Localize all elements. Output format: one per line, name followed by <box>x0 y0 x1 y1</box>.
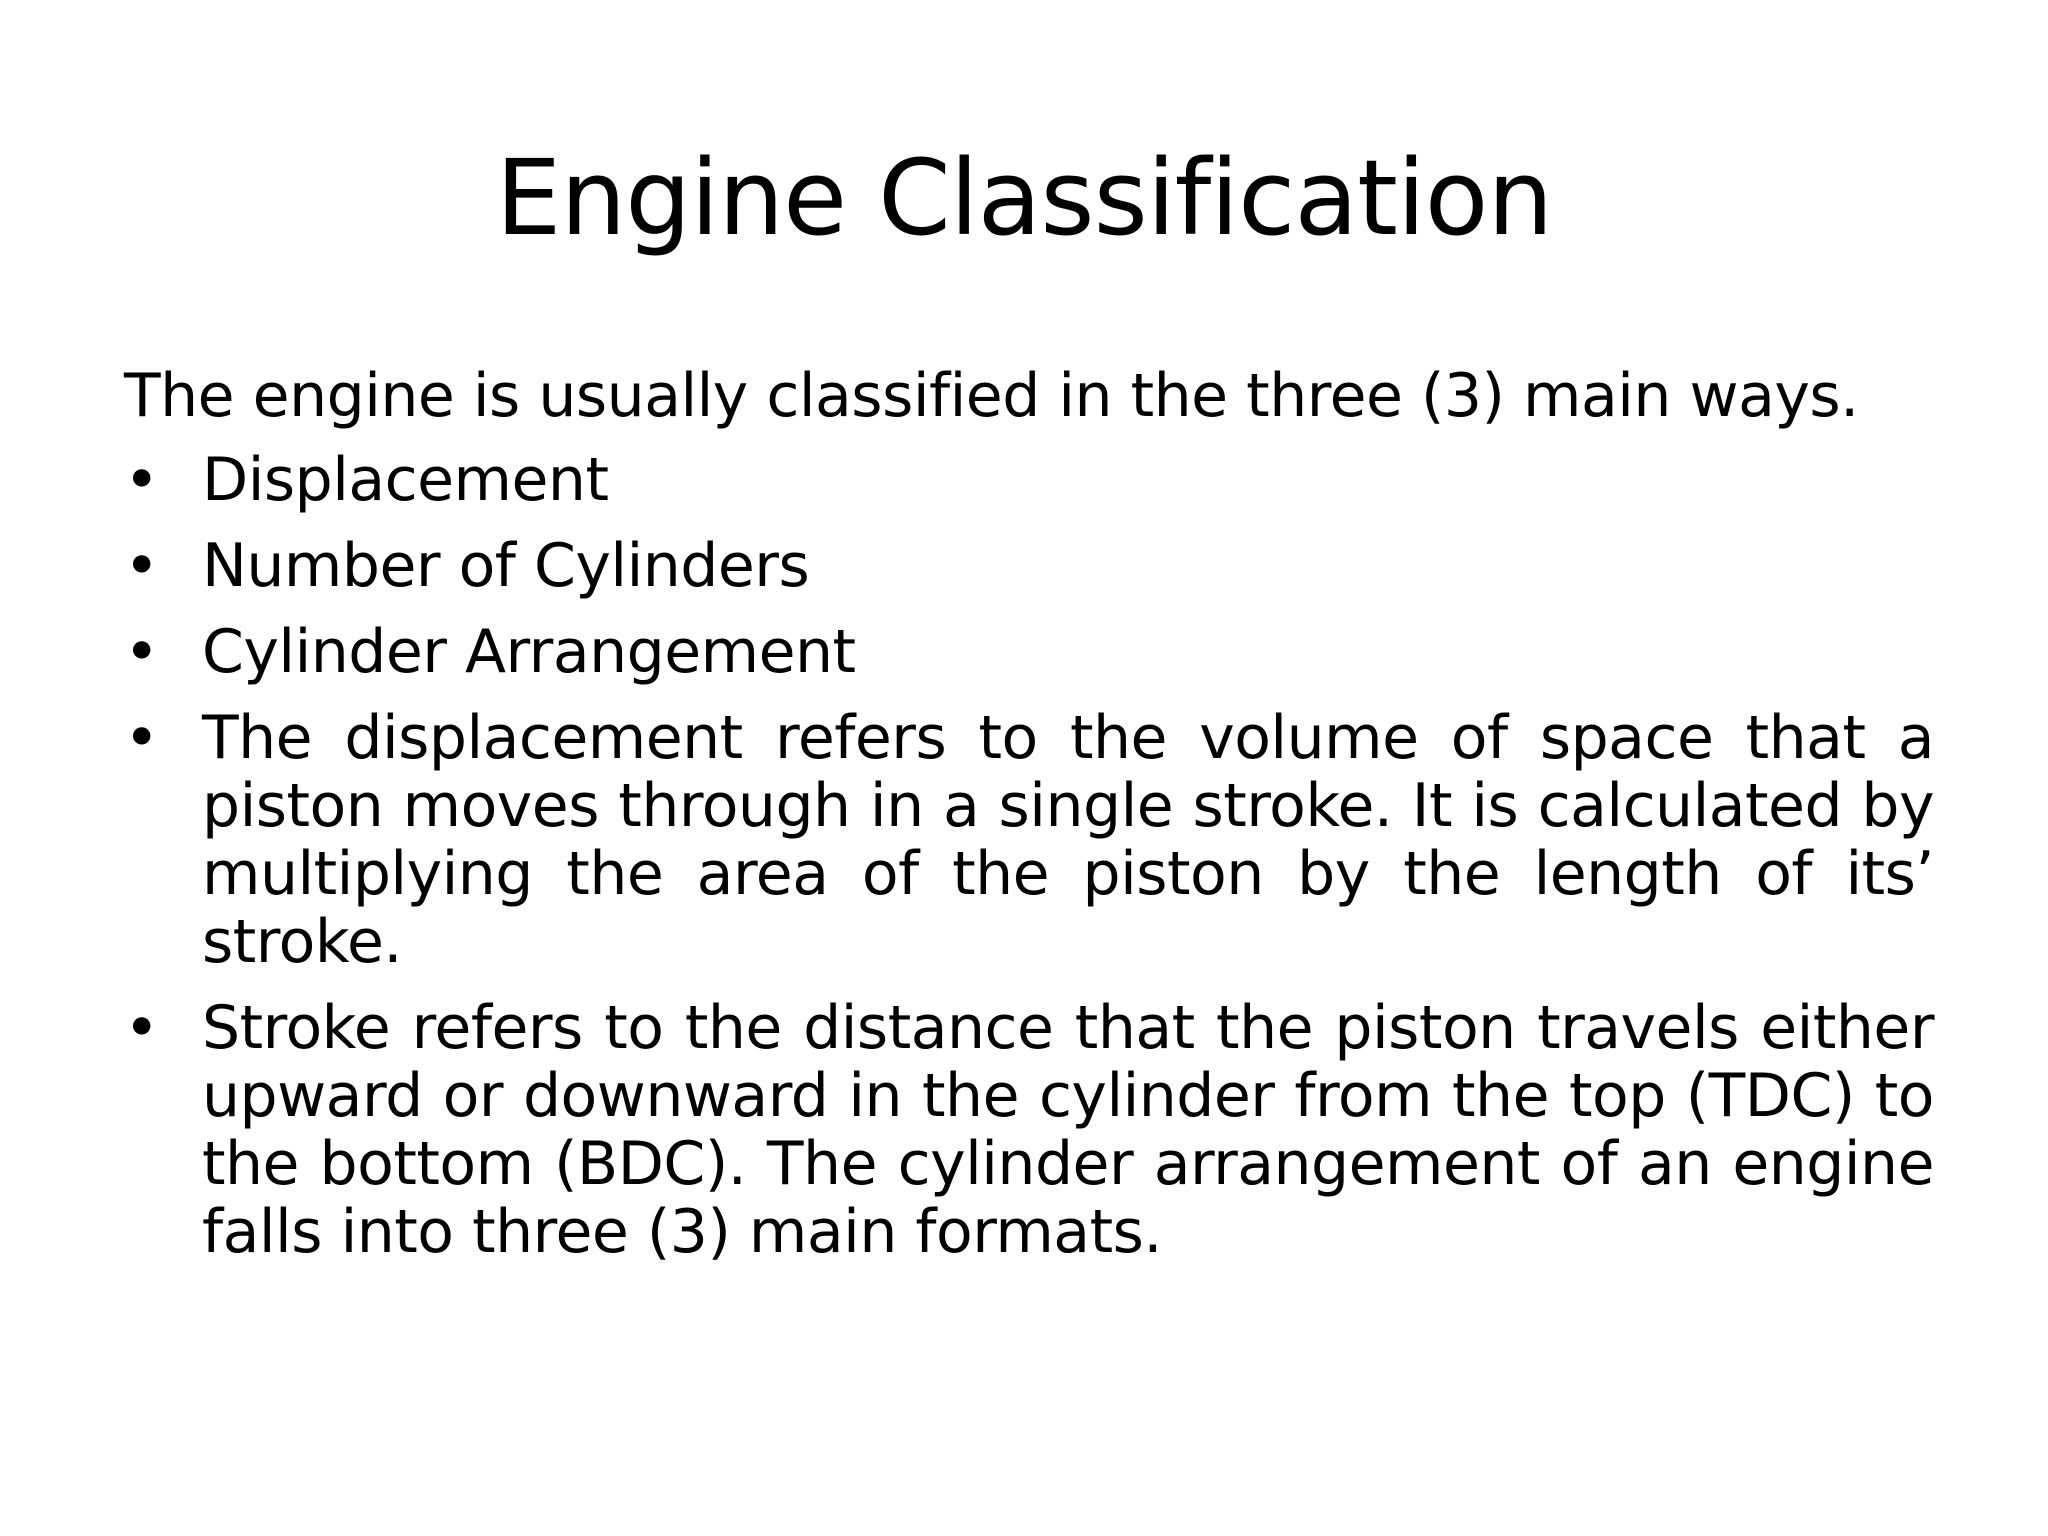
bullet-text: Stroke refers to the distance that the piston travels either upward or downward in the cylinder from the top (TDC) to the bottom (BDC). The cylinder arrangement of an engine falls into three (3) main formats. <box>202 993 1934 1267</box>
bullet-text: Number of Cylinders <box>202 531 810 601</box>
bullet-item-stroke-definition <box>124 994 1934 1266</box>
bullet-dot-icon: • <box>124 445 159 515</box>
intro-text: The engine is usually classified in the three (3) main ways. <box>124 361 1859 431</box>
bullet-text: Displacement <box>202 445 609 515</box>
bullet-item-cylinder-arrangement <box>124 618 1934 686</box>
bullet-dot-icon: • <box>124 617 159 687</box>
bullet-dot-icon: • <box>124 993 159 1063</box>
bullet-dot-icon: • <box>124 703 159 773</box>
bullet-list <box>124 446 1934 1266</box>
slide-title: Engine Classification <box>495 137 1553 259</box>
bullet-text: The displacement refers to the volume of space that a piston moves through in a single stroke. It is calculated by multiplying the area of the piston by the length of its’ stroke. <box>202 703 1934 977</box>
bullet-text: Cylinder Arrangement <box>202 617 856 687</box>
bullet-dot-icon: • <box>124 531 159 601</box>
bullet-item-displacement <box>124 446 1934 514</box>
bullet-item-number-of-cylinders <box>124 532 1934 600</box>
bullet-item-displacement-definition <box>124 704 1934 976</box>
slide-body <box>124 362 1934 1284</box>
